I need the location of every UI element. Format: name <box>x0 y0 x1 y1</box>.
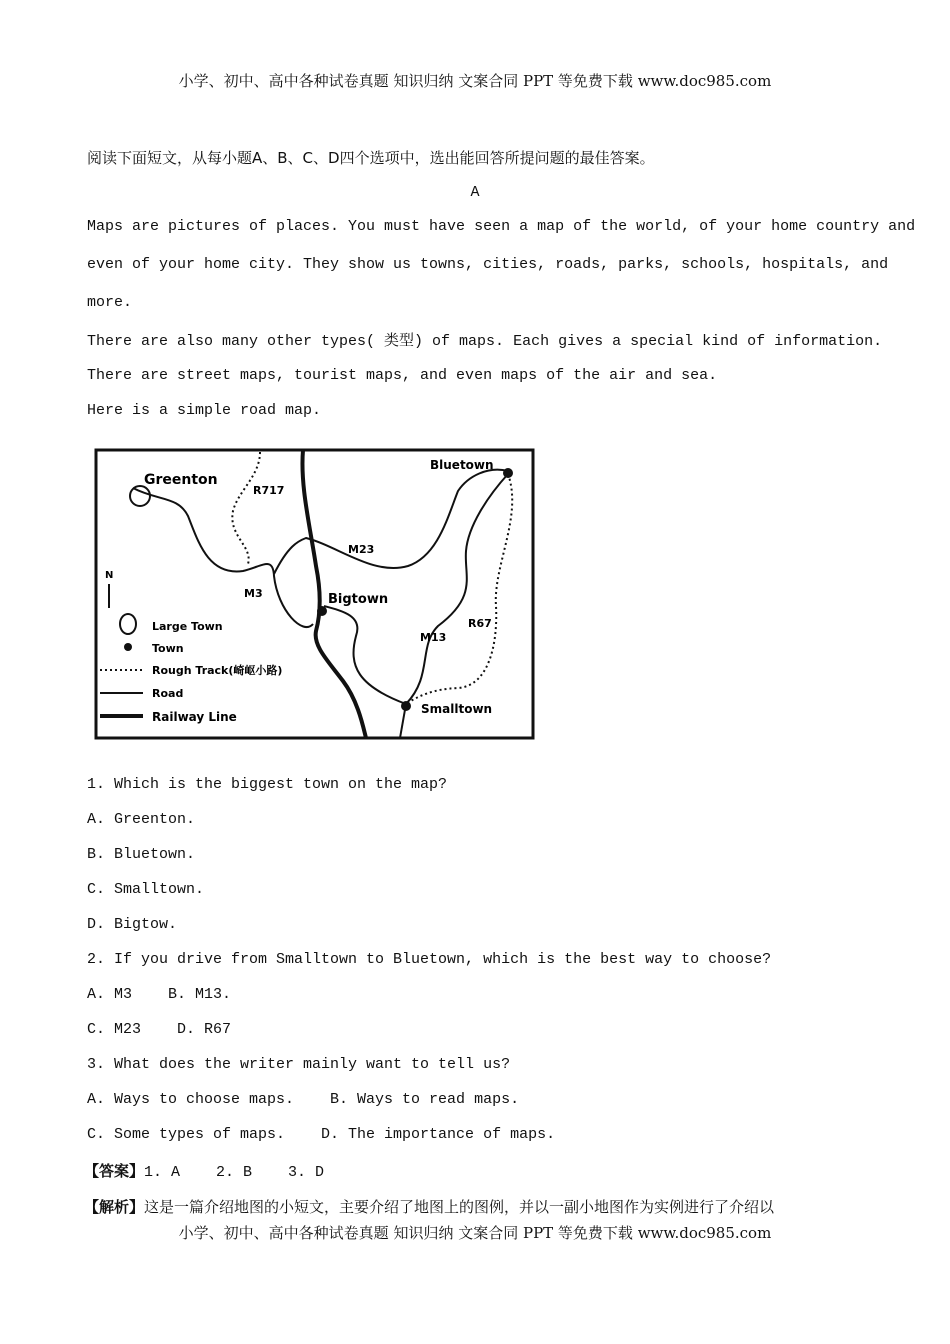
passage-line: even of your home city. They show us towns, cities, roads, parks, schools, hospitals, and <box>87 256 889 273</box>
label-m13: M13 <box>420 631 447 644</box>
analysis-text: 这是一篇介绍地图的小短文，主要介绍了地图上的图例，并以一副小地图作为实例进行了介绍以 <box>144 1198 775 1216</box>
option-line: D. Bigtow. <box>87 916 178 933</box>
legend-road: Road <box>152 687 184 700</box>
town-marker <box>401 701 411 711</box>
label-r67: R67 <box>468 617 492 630</box>
label-m3: M3 <box>244 587 263 600</box>
option-line: C. Smalltown. <box>87 881 205 898</box>
label-greenton: Greenton <box>144 472 218 488</box>
label-smalltown: Smalltown <box>421 702 493 716</box>
legend-large-town: Large Town <box>152 620 223 633</box>
north-label: N <box>105 570 114 581</box>
question-line: 2. If you drive from Smalltown to Bluetown, which is the best way to choose? <box>87 951 772 968</box>
label-m23: M23 <box>348 543 375 556</box>
answer-label: 【答案】 <box>84 1162 145 1180</box>
label-bluetown: Bluetown <box>430 458 494 472</box>
option-line: A. M3 B. M13. <box>87 986 232 1003</box>
legend-railway: Railway Line <box>152 710 237 724</box>
road-map <box>88 446 536 742</box>
passage-line: more. <box>87 294 133 311</box>
question-line: 1. Which is the biggest town on the map? <box>87 776 448 793</box>
option-line: C. Some types of maps. D. The importance of maps. <box>87 1126 556 1143</box>
question-line: 3. What does the writer mainly want to tell us? <box>87 1056 511 1073</box>
option-line: B. Bluetown. <box>87 846 196 863</box>
passage-line: Maps are pictures of places. You must have seen a map of the world, of your home country and <box>87 218 916 235</box>
passage-line: Here is a simple road map. <box>87 402 322 419</box>
instruction: 阅读下面短文，从每小题A、B、C、D四个选项中，选出能回答所提问题的最佳答案。 <box>87 149 655 167</box>
answer-line <box>84 1160 324 1181</box>
passage-line: There are street maps, tourist maps, and even maps of the air and sea. <box>87 367 718 384</box>
analysis-label: 【解析】 <box>84 1198 145 1216</box>
legend-town: Town <box>152 642 184 655</box>
town-marker <box>317 606 327 616</box>
page-footer: 小学、初中、高中各种试卷真题 知识归纳 文案合同 PPT 等免费下载 www.doc985.com <box>178 1224 772 1242</box>
town-marker <box>503 468 513 478</box>
section-label: A <box>470 184 480 201</box>
option-line: A. Greenton. <box>87 811 196 828</box>
analysis-line <box>84 1196 774 1217</box>
option-line: A. Ways to choose maps. B. Ways to read maps. <box>87 1091 520 1108</box>
passage-line: There are also many other types( 类型) of maps. Each gives a special kind of information. <box>87 333 883 350</box>
label-bigtown: Bigtown <box>328 592 389 607</box>
legend-rough-track: Rough Track(崎岖小路) <box>152 664 283 677</box>
label-r717: R717 <box>253 484 285 497</box>
option-line: C. M23 D. R67 <box>87 1021 232 1038</box>
page-header: 小学、初中、高中各种试卷真题 知识归纳 文案合同 PPT 等免费下载 www.doc985.com <box>178 72 772 90</box>
legend-town-icon <box>124 643 132 651</box>
answer-text: 1. A 2. B 3. D <box>144 1164 325 1181</box>
